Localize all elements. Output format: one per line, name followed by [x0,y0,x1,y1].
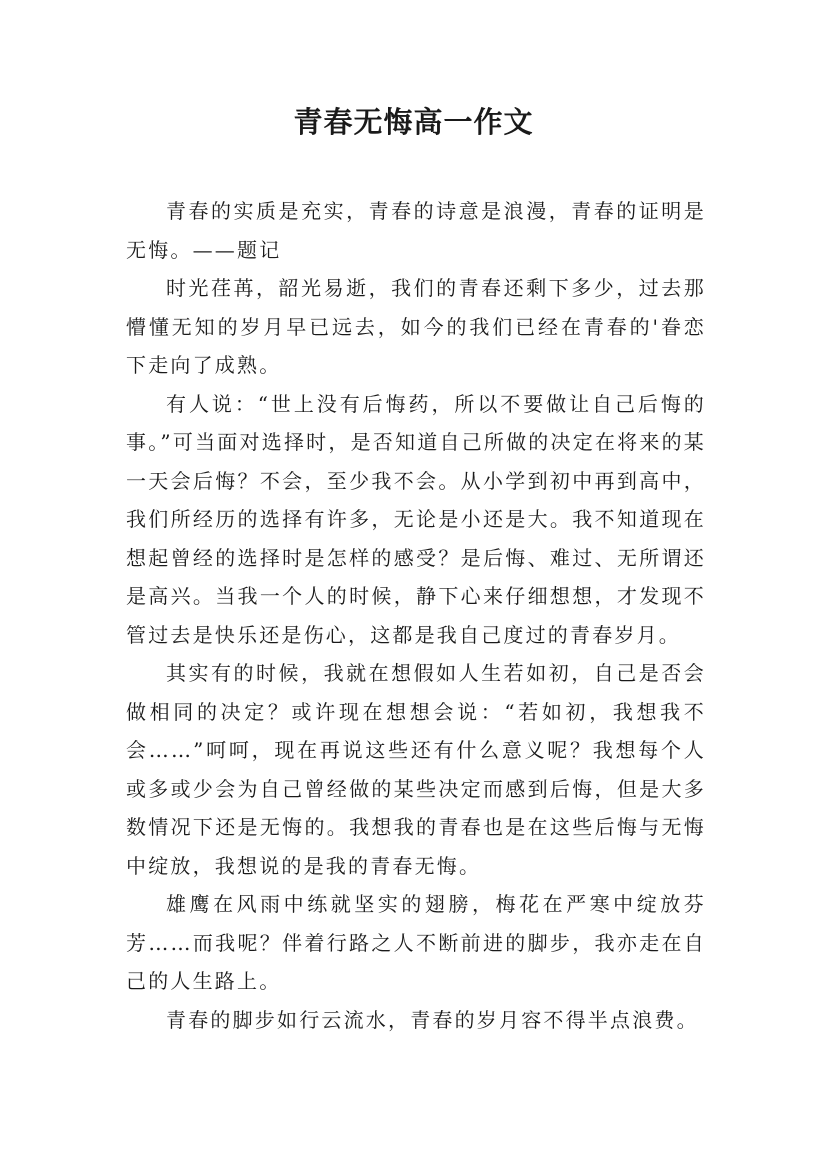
paragraph-4: 雄鹰在风雨中练就坚实的翅膀，梅花在严寒中绽放芬芳……而我呢？伴着行路之人不断前进的脚步，我亦走在自己的人生路上。 [126,892,706,993]
document-body [126,192,706,1039]
paragraph-5: 青春的脚步如行云流水，青春的岁月容不得半点浪费。 [166,1007,699,1032]
paragraph-epigraph: 青春的实质是充实，青春的诗意是浪漫，青春的证明是无悔。——题记 [126,199,706,262]
document-title: 青春无悔高一作文 [293,105,534,139]
paragraph-1: 时光荏苒，韶光易逝，我们的青春还剩下多少，过去那懵懂无知的岁月早已远去，如今的我们已经在青春的'眷恋下走向了成熟。 [126,276,706,377]
paragraph-2: 有人说：“世上没有后悔药，所以不要做让自己后悔的事。”可当面对选择时，是否知道自己所做的决定在将来的某一天会后悔？不会，至少我不会。从小学到初中再到高中，我们所经历的选择有许多，无论是小还是大。我不知道现在想起曾经的选择时是怎样的感受？是后悔、难过、无所谓还是高兴。当我一个人的时候，静下心来仔细想想，才发现不管过去是快乐还是伤心，这都是我自己度过的青春岁月。 [126,391,706,647]
paragraph-3: 其实有的时候，我就在想假如人生若如初，自己是否会做相同的决定？或许现在想想会说：“若如初，我想我不会……”呵呵，现在再说这些还有什么意义呢？我想每个人或多或少会为自己曾经做的某些决定而感到后悔，但是大多数情况下还是无悔的。我想我的青春也是在这些后悔与无悔中绽放，我想说的是我的青春无悔。 [126,661,706,878]
